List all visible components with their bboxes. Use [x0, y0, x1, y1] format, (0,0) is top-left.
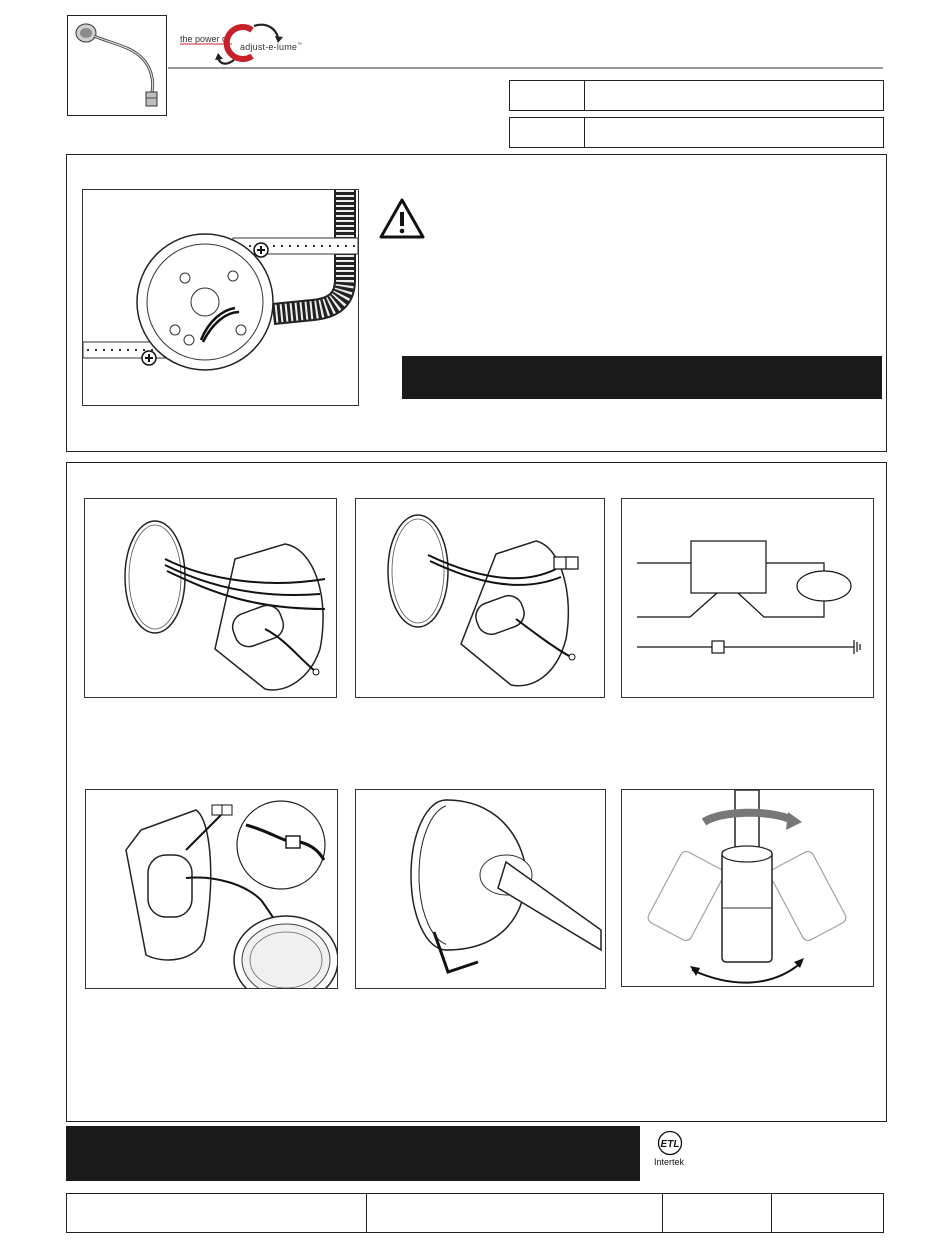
step-5-figure [355, 789, 606, 989]
footer-table [66, 1193, 884, 1233]
info-row-1 [509, 80, 884, 111]
brand-tagline: the power of [180, 34, 230, 44]
footer-cell-divider-2 [662, 1194, 663, 1232]
brand-logo [180, 16, 320, 68]
wiring-diagram [622, 499, 873, 697]
info-row-2-divider [584, 118, 585, 147]
step-1-illustration [85, 499, 336, 697]
step-6-illustration [622, 790, 873, 986]
lamp-symbol [797, 571, 851, 601]
step-4-illustration [86, 790, 337, 988]
info-row-2 [509, 117, 884, 148]
junction-box-figure [82, 189, 359, 406]
product-thumbnail [67, 15, 167, 116]
footer-cell-divider-1 [366, 1194, 367, 1232]
gooseneck-fixture-illustration [68, 16, 166, 115]
step-1-figure [84, 498, 337, 698]
footer-cell-divider-3 [771, 1194, 772, 1232]
etl-listed-mark [653, 1130, 687, 1156]
step-6-figure [621, 789, 874, 987]
warning-banner [402, 356, 882, 399]
step-2-illustration [356, 499, 604, 697]
info-row-1-divider [584, 81, 585, 110]
brand-name: adjust-e-lume™ [240, 42, 303, 52]
junction-box-illustration [83, 190, 358, 405]
warning-icon [378, 197, 426, 241]
footer-banner [66, 1126, 640, 1181]
certification-lab: Intertek [654, 1157, 685, 1167]
etl-mark-text: ETL [660, 1139, 680, 1150]
header-rule [168, 67, 883, 69]
step-5-illustration [356, 790, 605, 988]
step-2-figure [355, 498, 605, 698]
step-4-figure [85, 789, 338, 989]
driver-box [691, 541, 766, 593]
wiring-diagram-figure [621, 498, 874, 698]
